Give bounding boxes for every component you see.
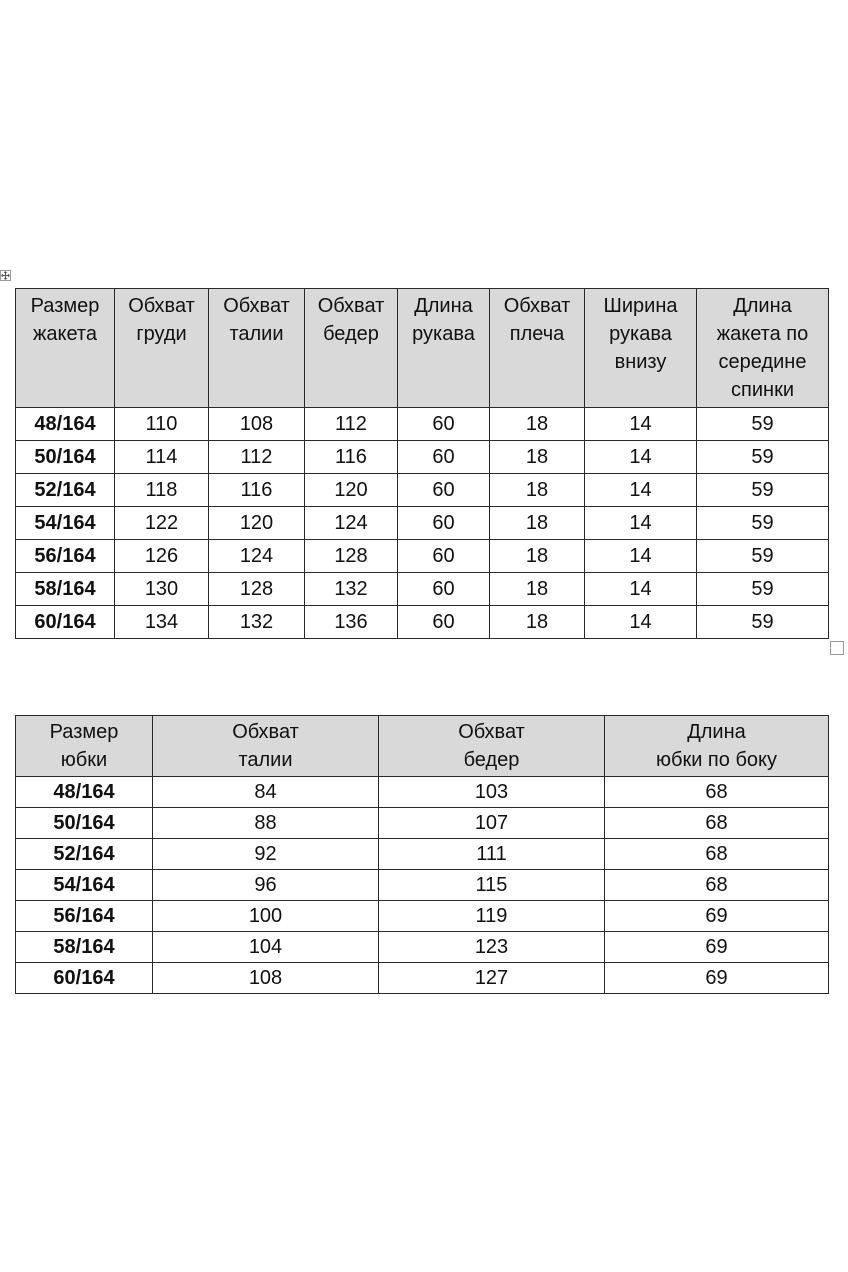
measurement-cell: 128 <box>305 540 398 573</box>
measurement-cell: 103 <box>379 777 605 808</box>
measurement-cell: 118 <box>115 474 209 507</box>
header-text-line: Обхват <box>128 295 195 317</box>
header-text-line: юбки по боку <box>656 749 777 771</box>
table-row <box>16 573 829 606</box>
measurement-cell: 88 <box>153 808 379 839</box>
measurement-cell: 128 <box>209 573 305 606</box>
column-header <box>697 289 829 408</box>
measurement-cell: 130 <box>115 573 209 606</box>
measurement-cell: 18 <box>490 507 585 540</box>
size-cell: 48/164 <box>16 777 153 808</box>
header-text-line: Ширина <box>603 295 678 317</box>
size-cell: 58/164 <box>16 573 115 606</box>
size-cell: 56/164 <box>16 901 153 932</box>
header-text-line: плеча <box>509 323 565 345</box>
table-row <box>16 606 829 639</box>
column-header <box>605 716 829 777</box>
measurement-cell: 69 <box>605 932 829 963</box>
header-text-line: Обхват <box>317 295 385 317</box>
table-row <box>16 901 829 932</box>
header-text-line: бедер <box>463 749 520 771</box>
skirt-size-table <box>15 715 829 994</box>
header-text-line: середине <box>718 351 807 373</box>
measurement-cell: 14 <box>585 474 697 507</box>
measurement-cell: 60 <box>398 474 490 507</box>
measurement-cell: 59 <box>697 540 829 573</box>
column-header <box>398 289 490 408</box>
header-text-line: Длина <box>414 295 473 317</box>
measurement-cell: 116 <box>209 474 305 507</box>
measurement-cell: 119 <box>379 901 605 932</box>
measurement-cell: 123 <box>379 932 605 963</box>
measurement-cell: 100 <box>153 901 379 932</box>
table-row <box>16 963 829 994</box>
measurement-cell: 108 <box>153 963 379 994</box>
jacket-size-table <box>15 288 829 639</box>
measurement-cell: 120 <box>209 507 305 540</box>
header-text-line: бедер <box>323 323 379 345</box>
header-text-line: Обхват <box>232 721 299 743</box>
header-text-line: Обхват <box>458 721 525 743</box>
measurement-cell: 60 <box>398 408 490 441</box>
header-text-line: жакета по <box>716 323 809 345</box>
table-resize-handle-icon[interactable] <box>830 641 844 655</box>
column-header <box>379 716 605 777</box>
measurement-cell: 18 <box>490 441 585 474</box>
measurement-cell: 112 <box>209 441 305 474</box>
measurement-cell: 122 <box>115 507 209 540</box>
measurement-cell: 59 <box>697 573 829 606</box>
measurement-cell: 132 <box>209 606 305 639</box>
header-text-line: рукава <box>609 323 672 345</box>
measurement-cell: 69 <box>605 963 829 994</box>
header-text-line: Длина <box>733 295 792 317</box>
size-cell: 48/164 <box>16 408 115 441</box>
table-move-handle-icon[interactable] <box>0 270 11 281</box>
measurement-cell: 59 <box>697 474 829 507</box>
measurement-cell: 18 <box>490 474 585 507</box>
measurement-cell: 107 <box>379 808 605 839</box>
column-header <box>305 289 398 408</box>
measurement-cell: 116 <box>305 441 398 474</box>
measurement-cell: 59 <box>697 606 829 639</box>
measurement-cell: 59 <box>697 507 829 540</box>
measurement-cell: 115 <box>379 870 605 901</box>
measurement-cell: 126 <box>115 540 209 573</box>
header-row <box>16 289 829 408</box>
size-cell: 52/164 <box>16 474 115 507</box>
measurement-cell: 132 <box>305 573 398 606</box>
header-text-line: талии <box>229 323 284 345</box>
measurement-cell: 14 <box>585 441 697 474</box>
table-row <box>16 540 829 573</box>
measurement-cell: 14 <box>585 507 697 540</box>
header-text-line: внизу <box>614 351 667 373</box>
column-header <box>115 289 209 408</box>
size-cell: 58/164 <box>16 932 153 963</box>
measurement-cell: 68 <box>605 839 829 870</box>
measurement-cell: 14 <box>585 408 697 441</box>
measurement-cell: 114 <box>115 441 209 474</box>
measurement-cell: 104 <box>153 932 379 963</box>
measurement-cell: 68 <box>605 870 829 901</box>
measurement-cell: 84 <box>153 777 379 808</box>
measurement-cell: 60 <box>398 540 490 573</box>
table-row <box>16 839 829 870</box>
measurement-cell: 59 <box>697 408 829 441</box>
measurement-cell: 69 <box>605 901 829 932</box>
measurement-cell: 60 <box>398 573 490 606</box>
table-row <box>16 408 829 441</box>
size-cell: 54/164 <box>16 870 153 901</box>
size-cell: 60/164 <box>16 963 153 994</box>
header-text-line: груди <box>136 323 187 345</box>
header-text-line: Длина <box>687 721 746 743</box>
table-row <box>16 474 829 507</box>
measurement-cell: 127 <box>379 963 605 994</box>
size-cell: 50/164 <box>16 441 115 474</box>
measurement-cell: 18 <box>490 408 585 441</box>
measurement-cell: 14 <box>585 573 697 606</box>
header-text-line: юбки <box>60 749 108 771</box>
measurement-cell: 18 <box>490 573 585 606</box>
size-cell: 54/164 <box>16 507 115 540</box>
measurement-cell: 111 <box>379 839 605 870</box>
column-header <box>490 289 585 408</box>
measurement-cell: 112 <box>305 408 398 441</box>
measurement-cell: 68 <box>605 808 829 839</box>
measurement-cell: 124 <box>305 507 398 540</box>
measurement-cell: 14 <box>585 540 697 573</box>
header-text-line: Обхват <box>223 295 290 317</box>
size-cell: 56/164 <box>16 540 115 573</box>
table-row <box>16 441 829 474</box>
measurement-cell: 60 <box>398 441 490 474</box>
measurement-cell: 96 <box>153 870 379 901</box>
measurement-cell: 124 <box>209 540 305 573</box>
size-cell: 60/164 <box>16 606 115 639</box>
column-header <box>153 716 379 777</box>
measurement-cell: 59 <box>697 441 829 474</box>
measurement-cell: 60 <box>398 507 490 540</box>
column-header <box>16 289 115 408</box>
measurement-cell: 18 <box>490 606 585 639</box>
table-row <box>16 870 829 901</box>
table-row <box>16 808 829 839</box>
measurement-cell: 60 <box>398 606 490 639</box>
measurement-cell: 120 <box>305 474 398 507</box>
measurement-cell: 110 <box>115 408 209 441</box>
header-row <box>16 716 829 777</box>
column-header <box>585 289 697 408</box>
header-text-line: талии <box>238 749 293 771</box>
size-cell: 52/164 <box>16 839 153 870</box>
column-header <box>16 716 153 777</box>
measurement-cell: 134 <box>115 606 209 639</box>
measurement-cell: 92 <box>153 839 379 870</box>
header-text-line: Размер <box>49 721 119 743</box>
measurement-cell: 136 <box>305 606 398 639</box>
header-text-line: спинки <box>731 379 794 401</box>
header-text-line: жакета <box>33 323 97 345</box>
table-row <box>16 777 829 808</box>
table-row <box>16 507 829 540</box>
measurement-cell: 108 <box>209 408 305 441</box>
header-text-line: рукава <box>412 323 475 345</box>
column-header <box>209 289 305 408</box>
size-cell: 50/164 <box>16 808 153 839</box>
header-text-line: Обхват <box>503 295 571 317</box>
measurement-cell: 14 <box>585 606 697 639</box>
measurement-cell: 68 <box>605 777 829 808</box>
table-row <box>16 932 829 963</box>
header-text-line: Размер <box>30 295 100 317</box>
measurement-cell: 18 <box>490 540 585 573</box>
